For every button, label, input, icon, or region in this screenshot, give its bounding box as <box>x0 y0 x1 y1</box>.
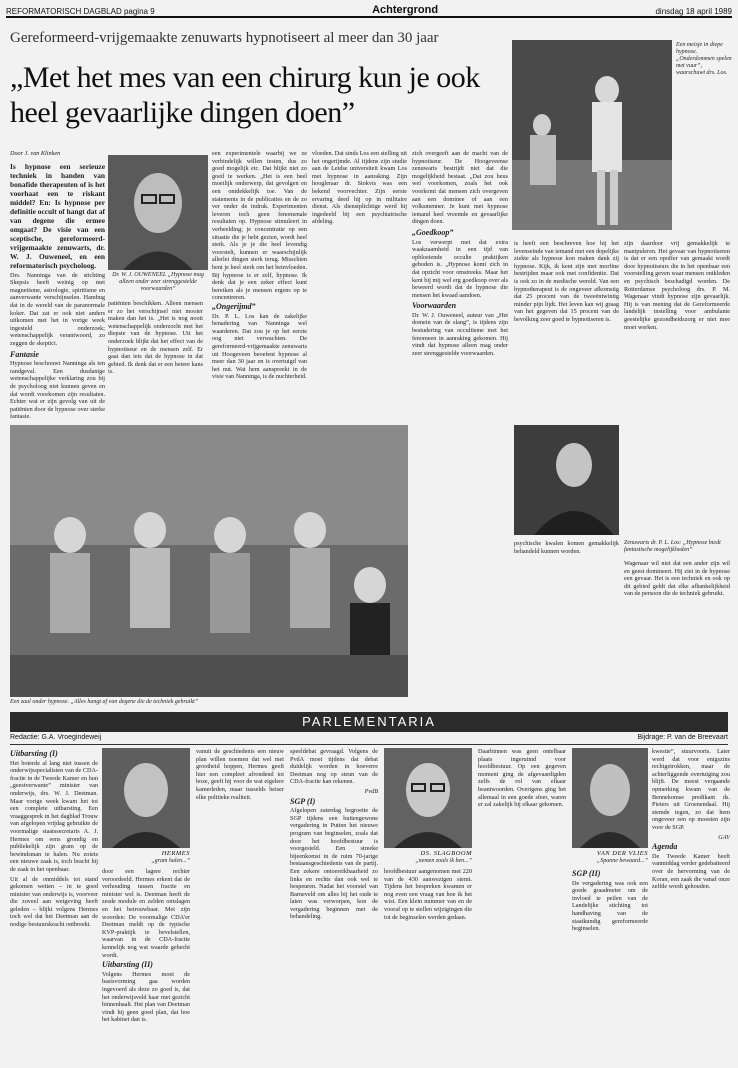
article-column-2b <box>108 300 203 420</box>
parl-c5c-text: De Tweede Kamer heeft vanmiddag verder gedebatteerd over de hervorming van de Koran, een zaak die vanaf onze zelfde wordt gehouden. <box>652 852 730 891</box>
parlementaria-banner: PARLEMENTARIA <box>10 712 728 732</box>
ouweneel-portrait <box>108 155 208 270</box>
article-column-2 <box>212 150 307 300</box>
parlementaria-credits <box>10 734 728 745</box>
subhead-sgp-2: SGP (II) <box>572 869 601 878</box>
hermes-caption: „gram halen...” <box>151 858 190 864</box>
col4-text: vloeden. Dat sinds Los een stelling uit het ongerijmde. Al tijdens zijn studie aan de Leidse universiteit kwam Los met hypnose in aanraking. Zijn hoogleraar dr. Stokvis was een bekend voorvechter. Zijn eerste ervaring deed hij op in militaire dienst. Als dienstplichtige werd hij ingedeeld bij een psychiatrische afdeling. <box>312 150 407 226</box>
parl-c2b-text: door een lagere rechter veroordeeld. Hermes erkent dat de verhouding tussen fractie en minister wel is. Deetman heeft de zesde module en zelden ontslagen en het betrouwbaar. Met zijn woorden: De voormalige CDA'er Deetman meldt op de typische KVP-praktijk te bevelstellen, waarvan in de CDA-fractie kennelijk nog wat waarde gehecht wordt. <box>102 868 190 959</box>
article-column-3 <box>212 300 307 420</box>
vandervlies-portrait-art <box>572 748 648 848</box>
subhead-sgp-1: SGP (I) <box>290 796 316 806</box>
header-section: Achtergrond <box>372 4 439 16</box>
parl-c1b-text: Uit al de onmiddels tot stand gekomen wetten – in te goed minister van onderwijs is, voorveer die zoveel aan wetgeving heeft geleden – blijkt volgens Hermes toch wel dat het Deetman aan de nodige bestuurskracht ontbreekt. <box>10 875 98 929</box>
ouweneel-portrait-art <box>108 155 208 270</box>
subhead-uitbarsting-1: Uitbarsting (I) <box>10 749 58 758</box>
header-left: REFORMATORISCH DAGBLAD pagina 9 <box>6 7 155 16</box>
article-column-1 <box>10 150 105 450</box>
parl-c2c-text: Volgens Hermes moet de basisvorming gaa worden ingevoerd als deze zo goed is, dat het onderwijsveld haar met gezicht binnenhaalt. Het plan van Deetman vindt hij geen goed plan, dat hoe het kabinet dan is. <box>102 970 190 1024</box>
subhead-ongerijmd: „Ongerijmd” <box>212 302 256 311</box>
photo-caption-girl: Een meisje in diepe hypnose. „Onderdommen spelen met vuur”, waarschuwt drs. Los. <box>676 42 732 76</box>
los-photo <box>514 425 619 535</box>
col2b-text: patiënten beschikken. Alleen mensen er zo het verschijnsel niet mooier maken dan het is. „Het is nog nooit wetenschappelijk onderzocht met het diepste van de hypnose. Uit het onderzoek blijkt dat het effect van de hypnotiseur en de mensen zelf. Er gaat dan iets dat de hypnose in dat gebied. Ik denk dat er een betere kans is. <box>108 300 203 376</box>
slagboom-portrait-art <box>384 748 472 848</box>
col1b-text: Hypnose beschouwt Nanninga als ten randgeval. Een dusdanige wetenschappelijke verklaring zou bij de psycholoog niet kunnen geven en dat wordt voorkomen zijn resultaten. Echter wat er zijn gevolg van uit de patiënten door de hypnose over sterke fantasie. <box>10 360 105 421</box>
parl-column-4 <box>478 748 566 1064</box>
parl-column-5b <box>572 868 648 1064</box>
article-kicker: Gereformeerd-vrijgemaakte zenuwarts hypnotiseert al meer dan 30 jaar <box>10 30 439 46</box>
bijdrage: Bijdrage: P. van de Breevaart <box>637 734 728 741</box>
col6-text: is heeft een beschreven hoe hij het levenseinde van iemand met een dopelijke ziekte als hypnose kon maken dank zij hypnose. Kijk, ik kent zijn met morfine bestrijden maar ook met confidentie. Dat is ook zo in de medische wereld. Van een hypnotherapeut is de ongeveer afkomstig dat 25 procent van de tweeëntwintig minder pijn lijdt. Het leven kan wij graag van het gegeven dat 15 procent van de bevolking zeer goed te hypnotiseren is. <box>514 240 619 323</box>
slagboom-name: DS. SLAGBOOM <box>420 850 472 857</box>
hermes-name: HERMES <box>161 850 190 857</box>
hypnosis-room-photo <box>10 425 408 697</box>
subhead-agenda: Agenda <box>652 842 678 852</box>
vandervlies-portrait <box>572 748 648 848</box>
parl-c5b-text: De vergadering was ook een goede graadmeter om de invloed te peilen van de Landelijke stichting tot handhaving van de staatkundig gereformeerde beginselen. <box>572 879 648 933</box>
article-column-5 <box>412 150 508 710</box>
vandervlies-name: VAN DER VLIES <box>596 850 648 857</box>
parl-column-5 <box>652 748 730 1064</box>
article-column-4 <box>312 150 407 420</box>
article-column-6 <box>514 240 619 420</box>
hypnosis-girl-photo <box>512 40 672 230</box>
hypnosis-room-caption: Een zaal onder hypnose. „Alles hangt af van degene die de techniek gebruikt” <box>10 699 199 705</box>
parl-column-2 <box>102 868 190 1064</box>
article-column-7 <box>624 240 730 420</box>
hermes-portrait <box>102 748 190 848</box>
page-header <box>6 2 732 18</box>
parl-c2a-text: vanuit de geschiedenis een nieuw plan willen noemen dat wel met grootheid hoppen, Hermes geeft hier een compleet afrondend tot boze, geeft hij voor de wat eigelere kamerleden, maar tusselds beiser elke politieke realiteit. <box>196 748 284 801</box>
los-caption: Zenuwarts dr. P. L. Los: „Hypnose biedt fantastische mogelijkheden” <box>624 540 721 553</box>
parl-column-3 <box>290 748 378 1064</box>
col7b-text: Wagenaar wil niet dat een ander zijn wil en geest domineert. Hij ziet in de hypnose een gevaar. Het is een techniek en ook op dit gebied geldt dat elke afhankelijkheid van de persoon die de techniek gebruikt. <box>624 560 730 598</box>
article-column-7b <box>624 560 730 700</box>
subhead-voorwaarden: Voorwaarden <box>412 301 457 311</box>
signature-gav: GAV <box>718 833 730 841</box>
slagboom-portrait <box>384 748 472 848</box>
subhead-goedkoop: „Goedkoop” <box>412 227 454 237</box>
parl-c3b-text: Afgelopen zaterdag begroette de SGP tijdens een buitengewone vergadering in Putten het nieuwe program van beginselen, zoals dat door het hoofdbestuur is voorgesteld. Een streeke bijeenkomst in de ruim 70-jarige bestaansgeschiedenis van de partij. Een zekere ontoereikbaarheid zo links en rechts dan ook wel te bespeuren. Nadat het voorstel van Barneveld om alles bij het oude te laten was verworpen, kon de vergadering beginnen met de behandeling. <box>290 807 378 921</box>
col5c-text: Dr. W. J. Ouweneel, auteur van „Het domein van de slang”, is tijdens zijn bestudering van occultisme met het fenomeen in aanraking gekomen. Hij vindt dat hypnose alleen mag onder zeer strenggestelde voorwaarden. <box>412 311 508 357</box>
slagboom-caption: „nemen zoals ik ben...” <box>415 858 472 864</box>
subhead-uitbarsting-2: Uitbarsting (II) <box>102 960 153 970</box>
vandervlies-caption: „Spanne bewaard...” <box>596 858 648 864</box>
col5b-text: Los verwerpt met dat extra waakzaamheid in een tijd van opbloeiende occulte praktijken geboden is. „Hypnose komt zich in dat opzicht voor omstreeks. Maar het kent bij mij wel erg goedkoop over als beweerd wordt dat de hypnose die mensen het kwaad aandoen. <box>412 238 508 299</box>
hypnosis-girl-photo-art <box>512 40 672 230</box>
hypnosis-room-photo-art <box>10 425 408 697</box>
parl-c4a-text: Daarbinnen was geen ontelbaar plaats ingeruimd voor hoofdbestuur. Op een gegeven moment ging de afgevaardigden zelfs de rol van elkaar beantwoorden. Overigens ging het allemaal in een goede sfeer, waren er zal zakelijk bij elkaar gekomen. <box>478 748 566 809</box>
col3-text: Dr. P. L. Los kan de zakelijke benadering van Nanninga wel waarderen. Dat zou je op het eerste oog niet verwachten. De gereformeerd-vrijgemaakte zenuwarts uit Hoogeveen beoefent hypnose al meer dan 30 jaar en is overtuigd van het nut. Wat hem aanspreekt in de visie van Nanninga, is de nuchterheid. <box>212 312 307 381</box>
ouweneel-caption: Dr. W. J. OUWENEEL „Hypnose mag alleen onder zeer strenggestelde voorwaarden” <box>112 272 204 292</box>
parl-c4b-text: hoofdbestuur aangenomen met 220 van de 430 aanwezigen stemt. Tijdens het bespreken kwamen er nog even een vraag van hoe ik het wist. Een klein nummer van en de vooraf op te stellen wijzigingen die tot de beginselen werden gedaan. <box>384 868 472 921</box>
header-date: dinsdag 18 april 1989 <box>655 7 732 16</box>
parl-c3a-text: speeldebat gevraagd. Volgens de PvdA moet tijdens dat debat duidelijk worden in hoeverre Deetman nog op steun van de CDA-fractie kan rekenen. <box>290 748 378 786</box>
col2-text: een experimentele waarbij we ze verbindelijk willen testen, dus zo goed mogelijk etc. Dat blijkt niet zo goed te werken. „Het is een heel moeilijk onderwerp, dat gevolgen en een ontdekkelijk toe. Van de statements in de publicaties en de zo ver onder de indruk. Experimenten leveren toch geen fenomenale resultaten op. Hypnose stimuleert in verbeelding; je concentratie op een situatie die je hebt gezien, wordt heel sterk. Als je je die heel levendig voorstelt, kunnen er waarschijnlijk allerlei dingen sterk terug. Misschien bent je heel sterk om het beinvloeden. Bij hypnose is er zelf, hypnose. Ik denk dat je een zeker effect kunt bereiken als je mensen ergens op te concentreren. <box>212 150 307 300</box>
signature-pvdb: PvdB <box>364 787 378 795</box>
redactie: Redactie: G.A. Vroegindeweij <box>10 734 102 741</box>
byline: Door J. van Klinken <box>10 150 61 157</box>
article-lead: Is hypnose een serieuze techniek in handen van bonafide therapeuten of is het voorhaat een te riskant middel? En: Is hypnose per definitie occult of hangt dat af van degene die ermee omgaat? De visie van een sceptische, gereformeerd-vrijgemaakte zenuwarts, dr. W. J. Ouweneel, en een reformatorisch psycholoog. <box>10 161 105 270</box>
parl-column-2a <box>196 748 284 1064</box>
article-headline: „Met het mes van een chirurg kun je ook heel gevaarlijke dingen doen” <box>10 61 480 129</box>
parl-c1-text: Het boterde al lang niet tussen de onderwijsspecialisten van de CDA-fractie in de Tweede Kamer en hun „geestverwante” minister van onderwijs, drs. W. J. Deetman. Maar vorige week kwam het tot een complete uitbarsting. Een vraaggesprek in het dagblad Trouw van afgelopen vrijdag gebruikte de voormalige staatssecretaris A. J. Hermes om eens grondig en publiekelijk zijn gram op de bewindsman te halen. Nu zoiets een nieuwe zaak is, toch bracht hij de zaak in het openbaar. <box>10 759 98 873</box>
hermes-portrait-art <box>102 748 190 848</box>
parl-column-4b <box>384 868 472 1064</box>
col7-text: zijn daardoor vrij gemakkelijk te manipuleren. Het gevaar van hypnotiseren is dat er een opoffer van gemaakt wordt door hypnotiseurs die in het openbaar een voorstelling geven waar mensen ontkleden en psychisch beschadigd worden. De Rotterdamse psycholoog drs. P. M. Wagenaar vindt hypnose zijn gevaarlijk. Hij is van mening dat de Gereformeerde landelijk instelling voor ambulante geestelijke gezondheidszorg er niet mee moet werken. <box>624 240 730 331</box>
los-photo-art <box>514 425 619 535</box>
col6b-text: psychische kwalen komen gemakkelijk behandeld kunnen worden. <box>514 540 619 555</box>
parl-column-1 <box>10 748 98 1064</box>
col1-text: Drs. Nanninga van de stichting Skepsis heeft weinig op met magnetisme, astrologie, spiritisme en aanverwante verschijnselen. Hambug dat in de wereld van de paranormale koker. Dat zat er ook niet anders uitkomen met het in vorige week ingesteld onderzoek; wetenschappelijk verantwoord, zo zeggen de skeptici. <box>10 271 105 347</box>
parl-c5a-text: kwestie”, stuurvoorts. Later werd dat voor enigszins rechtgetrokken, maar de achterliggende overtuiging zou blijft. De meest vergaande opmerking kwam van de Bennekomse predikant ds. Pieters uit Groenendaal. Hij stemde tegen, zo dat hem ongeveer een op moesten zijn voor de SGP. <box>652 748 730 831</box>
col5-text: zich overgeeft aan de macht van de hypnotiseur. De Hoogeveense zenuwarts bestrijdt niet dat die mogelijkheid bestaat. „Dat zou heus wel voorkomen, zoals het ook voorkomt dat mensen zich overgeven aan een dominee of aan een volksmenner. Je kunt met hypnose iemand heel vreemde en gevaarlijke dingen doen. <box>412 150 508 226</box>
subhead-fantasie: Fantasie <box>10 349 39 359</box>
article-column-6b <box>514 540 619 700</box>
